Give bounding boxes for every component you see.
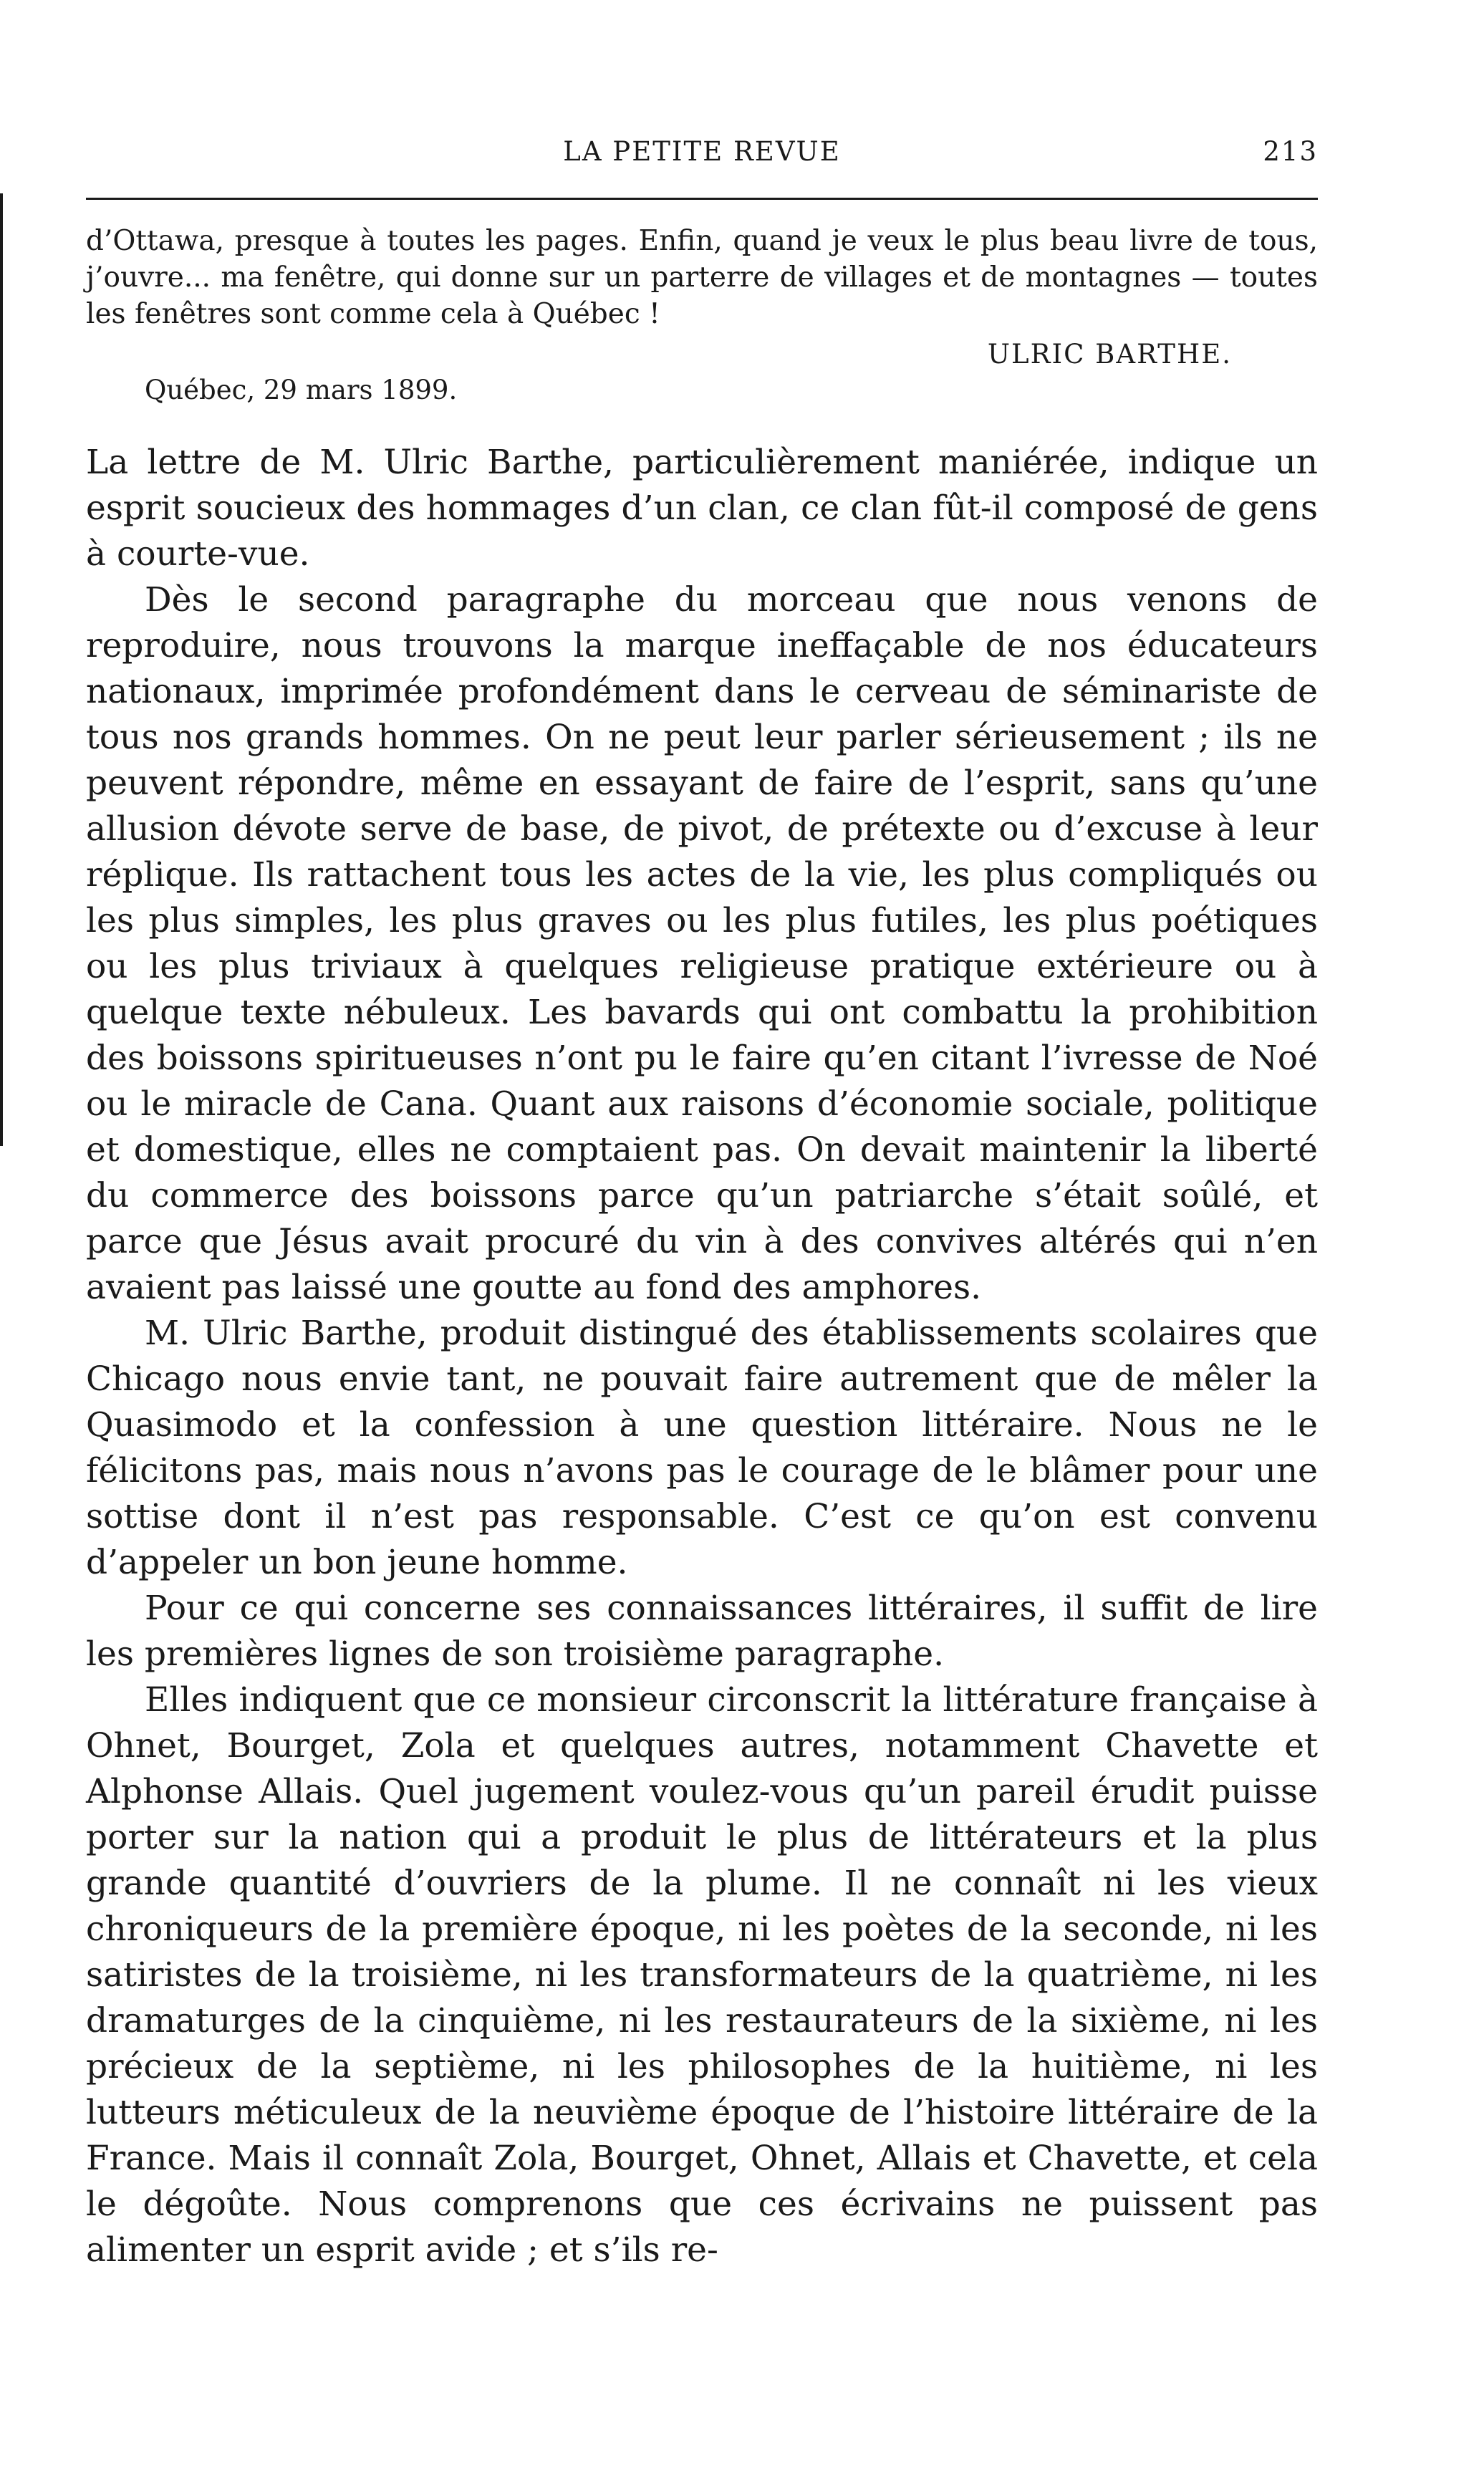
page [86, 136, 1318, 2273]
letter-ending [86, 223, 1318, 332]
page-number: 213 [1263, 136, 1318, 167]
page-edge-mark [0, 193, 3, 1146]
paragraph-2: Dès le second paragraphe du morceau que nous venons de reproduire, nous trouvons la marque ineffaçable de nos éducateurs nationaux, imprimée profondément dans le cerveau de séminariste de tous nos grands hommes. On ne peut leur parler sérieusement ; ils ne peuvent répondre, même en essayant de faire de l’esprit, sans qu’une allusion dévote serve de base, de pivot, de prétexte ou d’excuse à leur réplique. Ils rattachent tous les actes de la vie, les plus compliqués ou les plus simples, les plus graves ou les plus futiles, les plus poétiques ou les plus triviaux à quelques religieuse pratique extérieure ou à quelque texte nébuleux. Les bavards qui ont combattu la prohibition des boissons spiritueuses n’ont pu le faire qu’en citant l’ivresse de Noé ou le miracle de Cana. Quant aux raisons d’économie sociale, politique et domestique, elles ne comptaient pas. On devait maintenir la liberté du commerce des boissons parce qu’un patriarche s’était soûlé, et parce que Jésus avait procuré du vin à des convives altérés qui n’en avaient pas laissé une goutte au fond des amphores. [86, 580, 1318, 1307]
article-body [86, 440, 1318, 2273]
signature: ULRIC BARTHE. [987, 339, 1232, 370]
paragraph-3: M. Ulric Barthe, produit distingué des établissements scolaires que Chicago nous envie tant, ne pouvait faire autrement que de mêler la Quasimodo et la confession à une question littéraire. Nous ne le félicitons pas, mais nous n’avons pas le courage de le blâmer pour une sottise dont il n’est pas responsable. C’est ce qu’on est convenu d’appeler un bon jeune homme. [86, 1314, 1318, 1582]
dateline: Québec, 29 mars 1899. [145, 375, 458, 405]
paragraph-1: La lettre de M. Ulric Barthe, particulièrement maniérée, indique un esprit soucieux des hommages d’un clan, ce clan fût-il composé de gens à courte-vue. [86, 443, 1318, 574]
running-title: LA PETITE REVUE [563, 136, 841, 167]
header-rule [86, 198, 1318, 200]
letter-closing-text: d’Ottawa, presque à toutes les pages. Enfin, quand je veux le plus beau livre de tous, j’ouvre... ma fenêtre, qui donne sur un parterre de villages et de montagnes — toutes les fenêtres sont comme cela à Québec ! [86, 225, 1318, 330]
paragraph-5: Elles indiquent que ce monsieur circonscrit la littérature française à Ohnet, Bourget, Zola et quelques autres, notamment Chavette et Alphonse Allais. Quel jugement voulez-vous qu’un pareil érudit puisse porter sur la nation qui a produit le plus de littérateurs et la plus grande quantité d’ouvriers de la plume. Il ne connaît ni les vieux chroniqueurs de la première époque, ni les poètes de la seconde, ni les satiristes de la troisième, ni les transformateurs de la quatrième, ni les dramaturges de la cinquième, ni les restaurateurs de la sixième, ni les précieux de la septième, ni les philosophes de la huitième, ni les lutteurs méticuleux de la neuvième époque de l’histoire littéraire de la France. Mais il connaît Zola, Bourget, Ohnet, Allais et Chavette, et cela le dégoûte. Nous comprenons que ces écrivains ne puissent pas alimenter un esprit avide ; et s’ils re- [86, 1680, 1318, 2270]
paragraph-4: Pour ce qui concerne ses connaissances littéraires, il suffit de lire les premières lignes de son troisième paragraphe. [86, 1589, 1318, 1674]
running-head [86, 136, 1318, 179]
